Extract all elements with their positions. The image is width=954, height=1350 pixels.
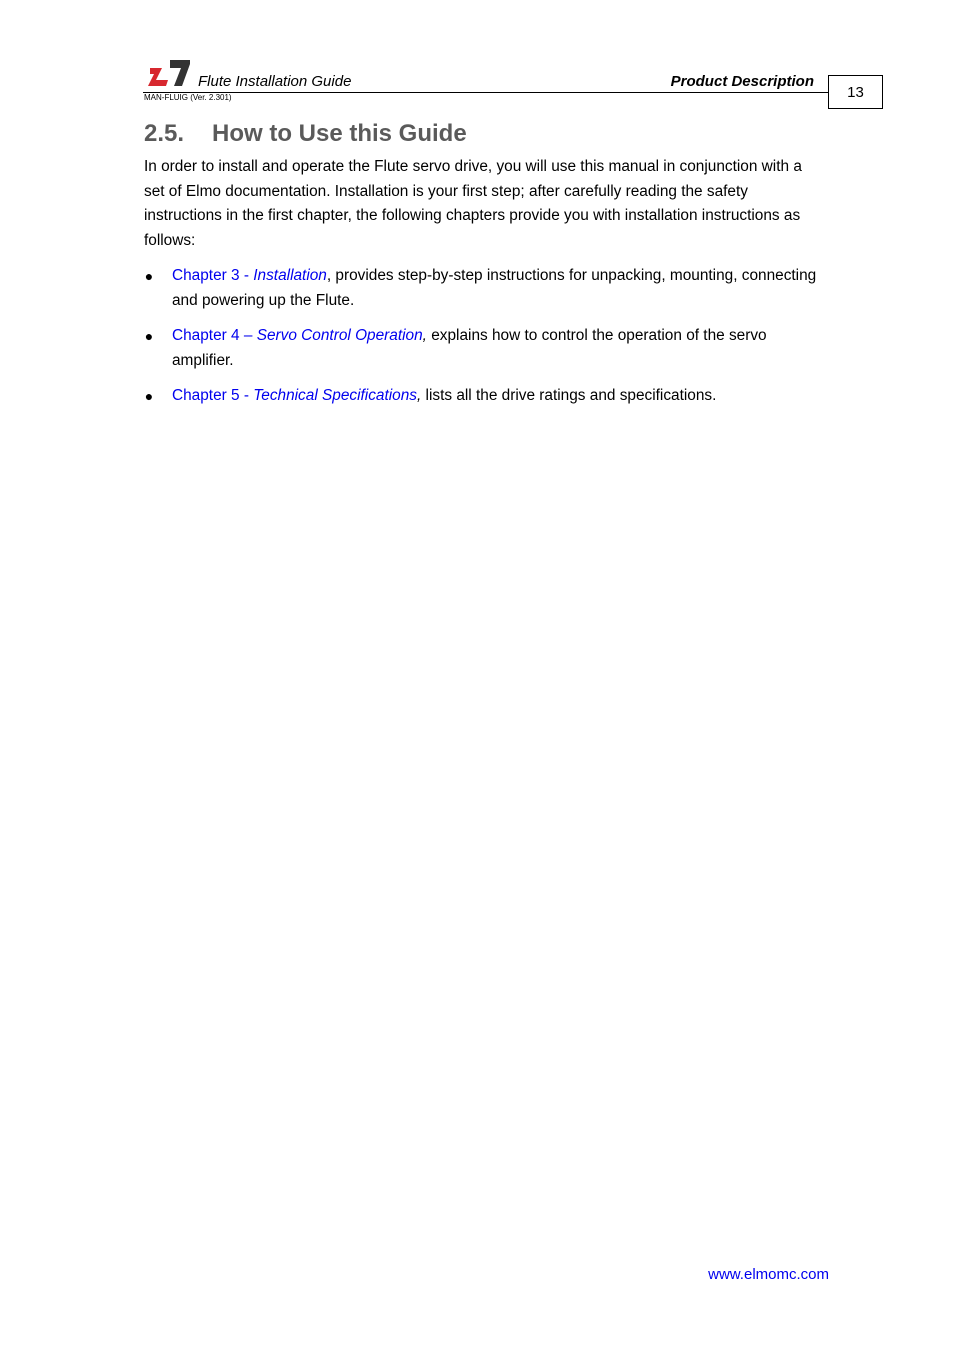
link-prefix: Chapter 3 - [172,267,254,284]
list-item-text: , provides step-by-step instructions for unpacking, mounting, connecting and powering up the Flute. [172,267,817,309]
elmo-logo-icon [148,58,190,88]
intro-paragraph: In order to install and operate the Flute servo drive, you will use this manual in conjunction with a set of Elmo documentation. Installation is your first step; after carefully reading the safety instructions in the first chapter, the following chapters provide you with installation instructions as follows: [144,158,802,249]
link-title: Servo Control Operation [256,327,423,344]
section-title: How to Use this Guide [212,120,467,147]
list-item [144,384,824,409]
section-heading [144,120,467,148]
chapter-3-link[interactable] [172,267,327,284]
chapter-4-link[interactable] [172,327,423,344]
section-number: 2.5. [144,120,185,147]
bullet-icon: ● [144,328,154,344]
header-doc-id: MAN-FLUIG (Ver. 2.301) [144,93,232,102]
bullet-icon: ● [144,268,154,284]
list-item [144,264,824,313]
chapter-5-link[interactable] [172,387,417,404]
list-item [144,324,824,373]
link-suffix: , [422,327,427,344]
link-title: Technical Specifications [253,387,417,404]
link-suffix: , [416,387,422,404]
link-prefix: Chapter 5 - [172,387,254,404]
list-item-text: explains how to control the operation of the servo amplifier. [172,327,767,369]
header-divider [143,92,829,93]
link-title: Installation [253,267,327,284]
bullet-icon: ● [144,388,154,404]
list-item-text: lists all the drive ratings and specifications. [421,387,717,404]
header-section-name: Product Description [670,73,814,90]
page-number: 13 [828,75,883,109]
footer-website-link[interactable]: www.elmomc.com [708,1266,829,1283]
link-prefix: Chapter 4 – [172,327,257,344]
chapter-list [144,264,824,420]
header-title: Flute Installation Guide [198,73,352,90]
